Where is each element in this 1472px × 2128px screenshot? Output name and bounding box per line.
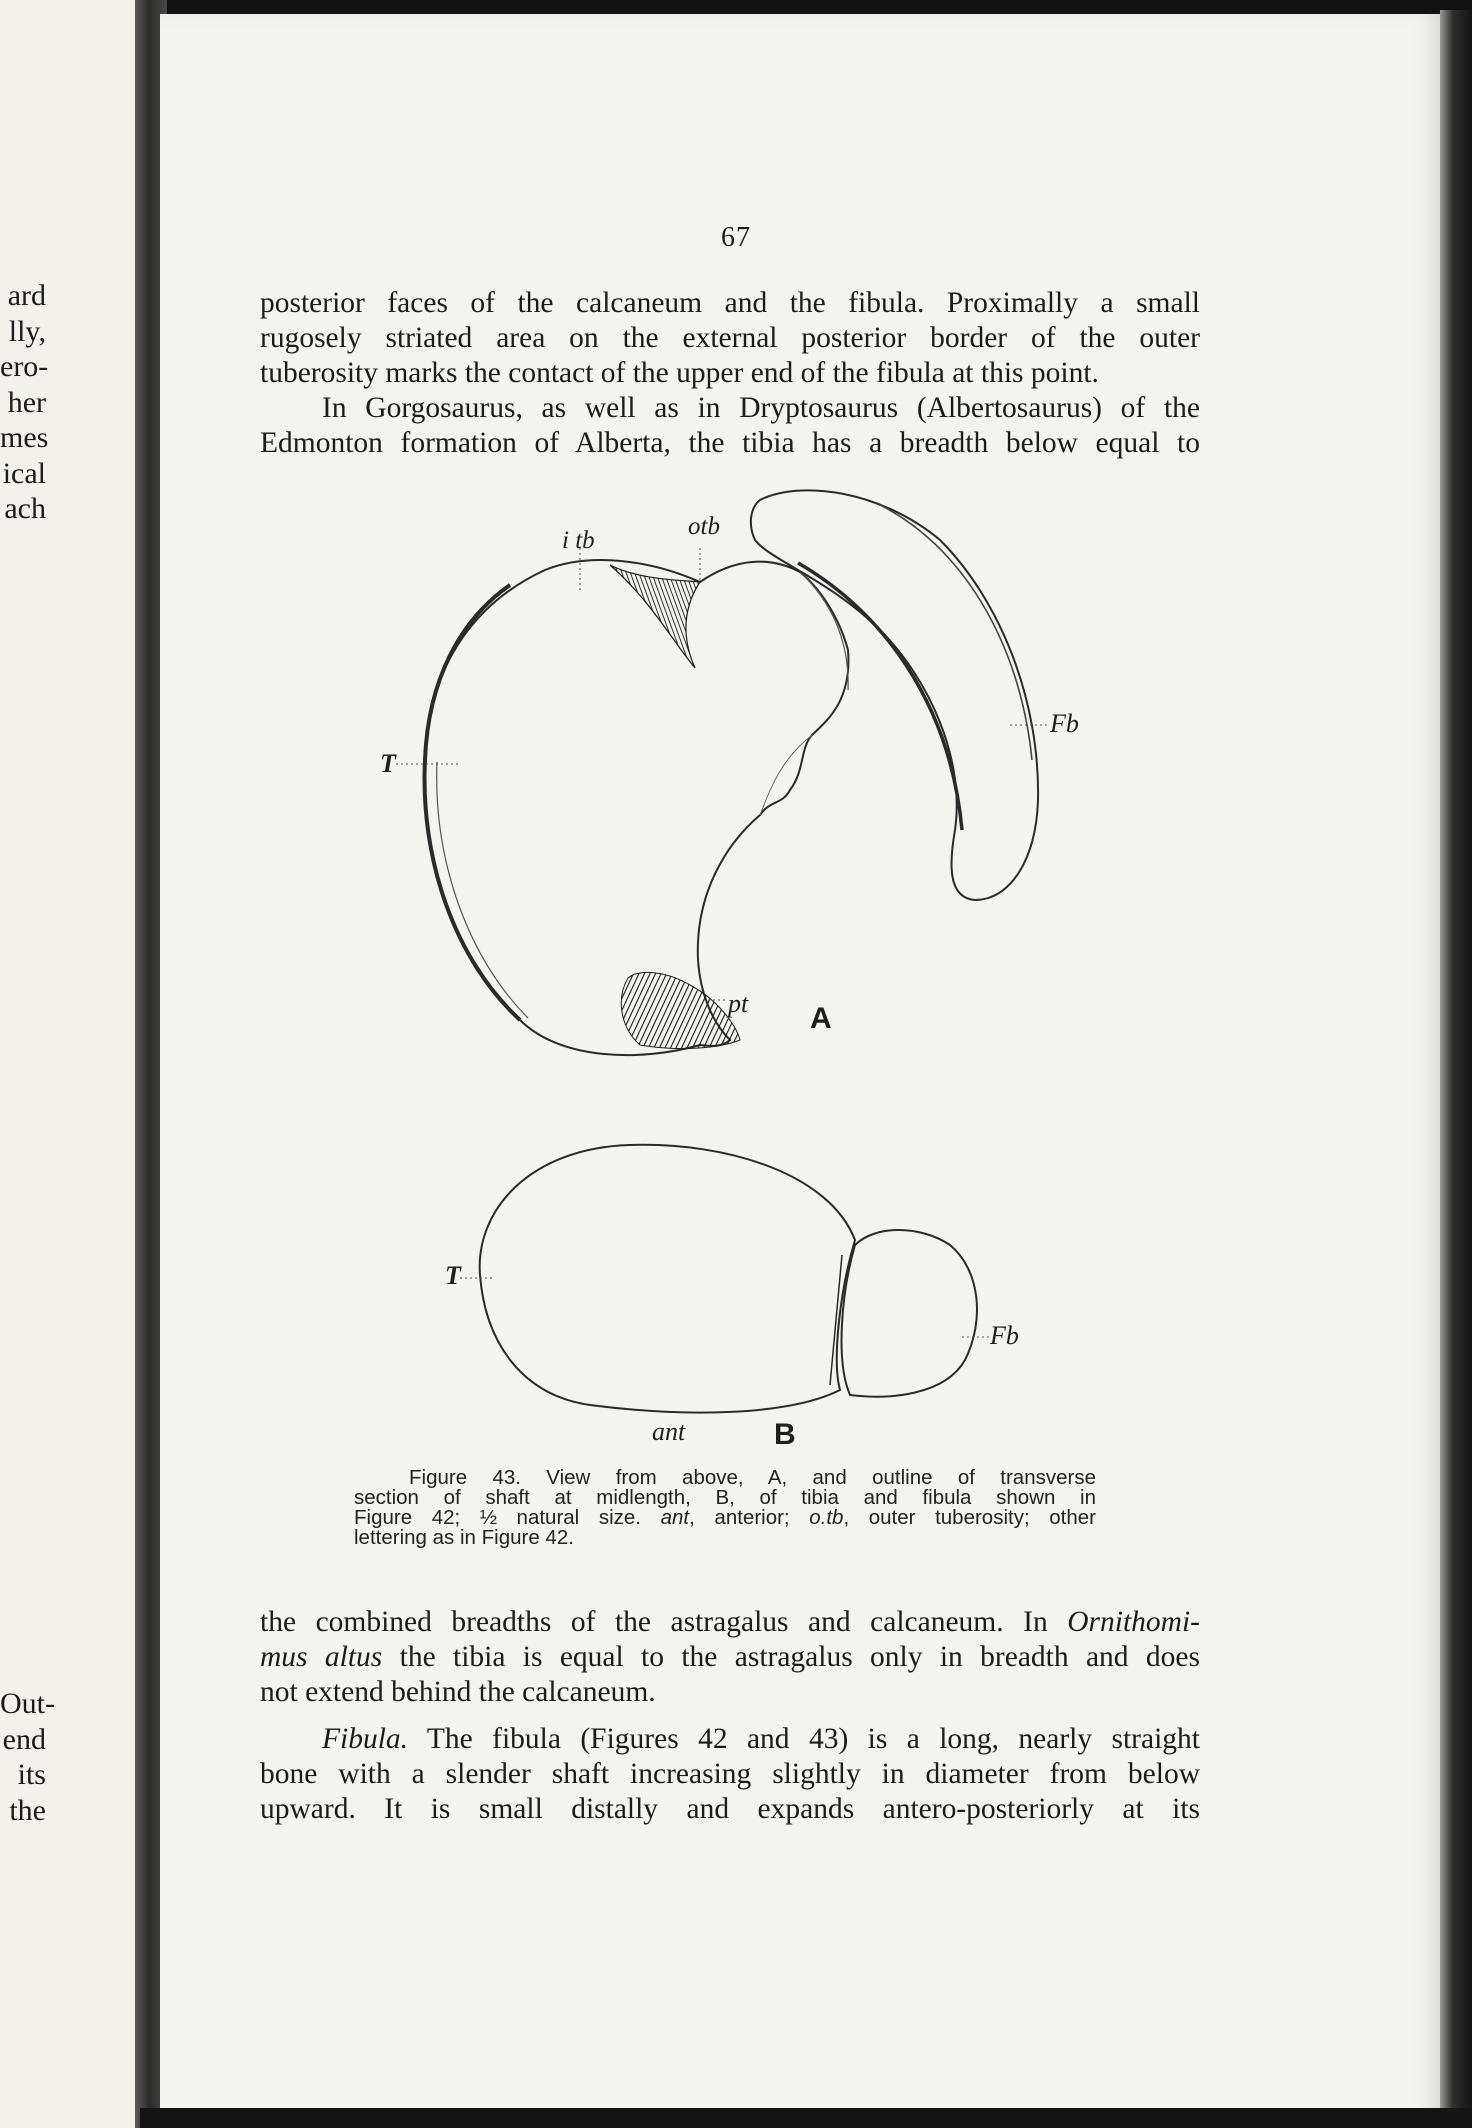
label-panel-a: A [810, 1002, 832, 1035]
text-run: The fibula (Figures 42 and 43) is a long, nearly straight [408, 1723, 1200, 1755]
caption-abbrev-otb: o.tb [809, 1506, 844, 1529]
figure-panel-a [380, 490, 1079, 1055]
text-line: upward. It is small distally and expands antero-posteriorly at its [260, 1793, 1200, 1825]
caption-abbrev-ant: ant [660, 1506, 690, 1529]
left-fragment: her [7, 385, 46, 419]
left-fragment: end [2, 1722, 46, 1756]
text-line [260, 1640, 1200, 1675]
italic-genus: Ornithomi- [1067, 1606, 1200, 1638]
left-fragment: ical [2, 456, 46, 490]
caption-line: section of shaft at midlength, B, of tibia and fibula shown in [354, 1486, 1096, 1509]
text-run: the combined breadths of the astragalus and calcaneum. In [260, 1606, 1068, 1638]
label-fb-b: Fb [990, 1321, 1019, 1350]
section-heading-fibula: Fibula. [322, 1723, 409, 1755]
pt-hatched-area [621, 972, 740, 1048]
paragraph-tibia-breadth [260, 1605, 1200, 1710]
label-panel-b: B [774, 1418, 796, 1451]
left-fragment: Out- [0, 1687, 55, 1720]
label-fb-a: Fb [1050, 709, 1079, 738]
figure-panel-b [445, 1145, 1019, 1451]
fibula-shading [798, 563, 962, 830]
label-ant: ant [652, 1417, 686, 1446]
left-fragment: its [17, 1758, 46, 1791]
caption-line [354, 1508, 1096, 1528]
caption-line: lettering as in Figure 42. [354, 1526, 574, 1549]
italic-species: mus altus [260, 1641, 383, 1673]
fibula-shading [880, 505, 1032, 760]
notch-striations [610, 565, 700, 668]
figure-caption [354, 1468, 1096, 1548]
left-fragment: ero- [0, 350, 49, 383]
text-line [260, 1722, 1200, 1757]
caption-line: Figure 43. View from above, A, and outline of transverse [409, 1466, 1096, 1489]
left-fragment: mes [0, 421, 49, 454]
tibia-shading [425, 585, 520, 1020]
tibia-ridge [760, 735, 812, 815]
text-line: In Gorgosaurus, as well as in Dryptosaurus (Albertosaurus) of the [322, 392, 1200, 424]
page-number: 67 [721, 222, 751, 253]
text-line: bone with a slender shaft increasing slightly in diameter from below [260, 1758, 1200, 1790]
caption-text: , outer tuberosity; other [843, 1506, 1096, 1529]
label-t-a: T [380, 749, 396, 778]
fibula-outline-b [842, 1230, 977, 1397]
label-otb: otb [688, 513, 720, 540]
fibula-outline-a [751, 490, 1038, 900]
text-line: not extend behind the calcaneum. [260, 1676, 656, 1708]
text-line [260, 1605, 1200, 1640]
left-fragment: lly, [8, 314, 46, 348]
caption-text: , anterior; [689, 1506, 810, 1529]
left-fragment: ach [4, 492, 46, 525]
tibia-outline-b [480, 1145, 855, 1413]
left-fragment: the [9, 1793, 46, 1827]
text-line: posterior faces of the calcaneum and the fibula. Proximally a small [260, 287, 1200, 319]
text-run: the tibia is equal to the astragalus only in breadth and does [382, 1641, 1200, 1673]
left-fragment: ard [7, 279, 46, 312]
paragraph-fibula [260, 1722, 1200, 1827]
text-line: tuberosity marks the contact of the upper end of the fibula at this point. [260, 357, 1099, 389]
label-t-b: T [445, 1261, 461, 1290]
text-line: Edmonton formation of Alberta, the tibia has a breadth below equal to [260, 427, 1200, 459]
caption-text: Figure 42; ½ natural size. [354, 1506, 661, 1529]
label-pt: pt [728, 989, 749, 1018]
label-itb: i tb [562, 527, 595, 554]
text-line: rugosely striated area on the external posterior border of the outer [260, 322, 1200, 354]
